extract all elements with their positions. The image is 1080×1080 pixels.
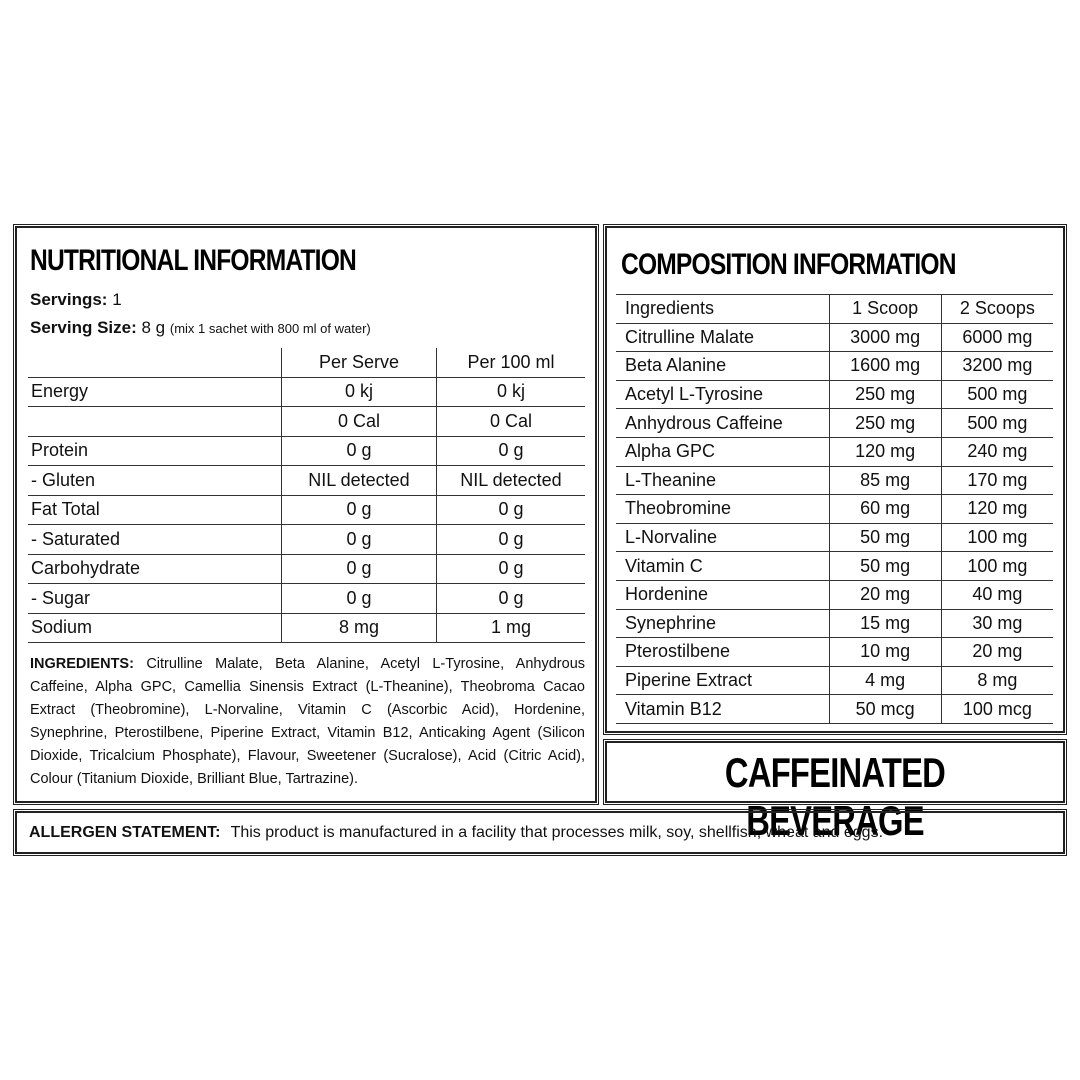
nutrition-row-label: Protein [28, 436, 282, 466]
composition-ingredient: Hordenine [616, 580, 829, 609]
composition-ingredient: Vitamin C [616, 552, 829, 581]
composition-information-title: COMPOSITION INFORMATION [621, 248, 956, 281]
nutrition-per-serve: 0 g [282, 525, 437, 555]
composition-two-scoops: 20 mg [941, 638, 1053, 667]
composition-one-scoop: 85 mg [829, 466, 941, 495]
composition-row [616, 323, 1053, 352]
composition-row [616, 352, 1053, 381]
composition-two-scoops: 3200 mg [941, 352, 1053, 381]
composition-two-scoops: 30 mg [941, 609, 1053, 638]
nutrition-per-serve: 0 Cal [282, 407, 437, 437]
composition-ingredient: Alpha GPC [616, 437, 829, 466]
composition-one-scoop: 250 mg [829, 409, 941, 438]
composition-row [616, 666, 1053, 695]
allergen-text: This product is manufactured in a facility that processes milk, soy, shellfish, wheat and eggs. [230, 824, 884, 841]
composition-two-scoops: 100 mg [941, 552, 1053, 581]
nutrition-per-100ml: 0 g [437, 495, 586, 525]
composition-two-scoops: 40 mg [941, 580, 1053, 609]
composition-two-scoops: 500 mg [941, 380, 1053, 409]
serving-size-value: 8 g [141, 318, 166, 337]
composition-ingredient: Anhydrous Caffeine [616, 409, 829, 438]
composition-row [616, 466, 1053, 495]
composition-two-scoops: 8 mg [941, 666, 1053, 695]
composition-ingredient: L-Theanine [616, 466, 829, 495]
nutrition-row-label: - Saturated [28, 525, 282, 555]
composition-row [616, 552, 1053, 581]
nutrition-table [28, 348, 585, 643]
serving-size-label: Serving Size: [30, 318, 137, 337]
nutrition-row [28, 584, 585, 614]
nutrition-per-100ml: 0 kj [437, 377, 586, 407]
nutrition-row [28, 525, 585, 555]
nutrition-row-label: Sodium [28, 613, 282, 643]
nutritional-information-panel [15, 226, 597, 803]
composition-ingredient: Piperine Extract [616, 666, 829, 695]
composition-ingredient: Vitamin B12 [616, 695, 829, 724]
composition-row [616, 523, 1053, 552]
servings-line [30, 290, 122, 310]
composition-two-scoops: 100 mg [941, 523, 1053, 552]
servings-label: Servings: [30, 290, 108, 309]
composition-one-scoop: 50 mg [829, 523, 941, 552]
composition-row [616, 609, 1053, 638]
composition-row [616, 409, 1053, 438]
composition-ingredient: Beta Alanine [616, 352, 829, 381]
allergen-statement [29, 824, 883, 842]
ingredients-text: Citrulline Malate, Beta Alanine, Acetyl L-Tyrosine, Anhydrous Caffeine, Alpha GPC, Camellia Sinensis Extract (L-Theanine), Theobroma Cacao Extract (Theobromine), L-Norvaline, Vitamin C (Ascorbic Acid), Hordenine, Synephrine, Pterostilbene, Piperine Extract, Vitamin B12, Anticaking Agent (Silicon Dioxide, Tricalcium Phosphate), Flavour, Sweetener (Sucralose), Acid (Citric Acid), Colour (Titanium Dioxide, Brilliant Blue, Tartrazine). [30, 656, 586, 787]
nutrition-header-row [28, 348, 585, 377]
composition-two-scoops: 240 mg [941, 437, 1053, 466]
nutrition-per-100ml: 1 mg [437, 613, 586, 643]
nutrition-row [28, 495, 585, 525]
composition-row [616, 638, 1053, 667]
composition-one-scoop: 4 mg [829, 666, 941, 695]
composition-one-scoop: 120 mg [829, 437, 941, 466]
nutrition-per-serve: 0 g [282, 495, 437, 525]
composition-header-cell: 1 Scoop [829, 295, 941, 324]
nutrition-per-100ml: NIL detected [437, 466, 586, 496]
nutrition-row-label [28, 407, 282, 437]
nutrition-per-serve: NIL detected [282, 466, 437, 496]
composition-two-scoops: 100 mcg [941, 695, 1053, 724]
composition-ingredient: Pterostilbene [616, 638, 829, 667]
nutrition-per-100ml: 0 g [437, 554, 586, 584]
composition-one-scoop: 250 mg [829, 380, 941, 409]
nutrition-per-serve: 0 kj [282, 377, 437, 407]
allergen-label: ALLERGEN STATEMENT: [29, 824, 221, 841]
nutrition-per-serve: 0 g [282, 436, 437, 466]
composition-ingredient: Acetyl L-Tyrosine [616, 380, 829, 409]
composition-two-scoops: 120 mg [941, 495, 1053, 524]
nutrition-row-label: Energy [28, 377, 282, 407]
composition-ingredient: L-Norvaline [616, 523, 829, 552]
nutrition-header-cell [28, 348, 282, 377]
caffeinated-beverage-label: CAFFEINATED BEVERAGE [724, 749, 946, 844]
composition-header-cell: 2 Scoops [941, 295, 1053, 324]
composition-information-panel [605, 226, 1065, 733]
composition-one-scoop: 1600 mg [829, 352, 941, 381]
composition-row [616, 437, 1053, 466]
nutritional-information-title: NUTRITIONAL INFORMATION [30, 244, 356, 277]
composition-row [616, 580, 1053, 609]
composition-one-scoop: 60 mg [829, 495, 941, 524]
beverage-label-panel [605, 741, 1065, 844]
nutrition-header-cell: Per Serve [282, 348, 437, 377]
nutrition-row [28, 466, 585, 496]
composition-header-row [616, 295, 1053, 324]
nutrition-header-cell: Per 100 ml [437, 348, 586, 377]
nutrition-per-serve: 0 g [282, 554, 437, 584]
nutrition-row [28, 613, 585, 643]
nutrition-row-label: - Sugar [28, 584, 282, 614]
nutrition-per-100ml: 0 g [437, 436, 586, 466]
ingredients-label: INGREDIENTS: [30, 656, 134, 672]
serving-size-note: (mix 1 sachet with 800 ml of water) [169, 321, 371, 336]
nutrition-per-100ml: 0 g [437, 525, 586, 555]
composition-two-scoops: 500 mg [941, 409, 1053, 438]
composition-one-scoop: 10 mg [829, 638, 941, 667]
composition-one-scoop: 50 mcg [829, 695, 941, 724]
nutrition-row [28, 407, 585, 437]
composition-ingredient: Theobromine [616, 495, 829, 524]
composition-row [616, 695, 1053, 724]
nutrition-row [28, 377, 585, 407]
composition-two-scoops: 170 mg [941, 466, 1053, 495]
nutrition-per-100ml: 0 g [437, 584, 586, 614]
composition-one-scoop: 50 mg [829, 552, 941, 581]
composition-one-scoop: 15 mg [829, 609, 941, 638]
ingredients-paragraph [30, 653, 585, 791]
composition-one-scoop: 3000 mg [829, 323, 941, 352]
nutrition-per-serve: 8 mg [282, 613, 437, 643]
nutrition-per-serve: 0 g [282, 584, 437, 614]
composition-two-scoops: 6000 mg [941, 323, 1053, 352]
composition-ingredient: Synephrine [616, 609, 829, 638]
allergen-statement-panel [15, 811, 1065, 854]
composition-row [616, 380, 1053, 409]
nutrition-row [28, 436, 585, 466]
nutrition-row-label: Fat Total [28, 495, 282, 525]
composition-row [616, 495, 1053, 524]
nutrition-row-label: Carbohydrate [28, 554, 282, 584]
composition-ingredient: Citrulline Malate [616, 323, 829, 352]
servings-value: 1 [112, 290, 122, 309]
composition-table [616, 294, 1053, 724]
nutrition-row-label: - Gluten [28, 466, 282, 496]
serving-size-line [30, 318, 371, 338]
nutrition-row [28, 554, 585, 584]
composition-header-cell: Ingredients [616, 295, 829, 324]
composition-one-scoop: 20 mg [829, 580, 941, 609]
nutrition-per-100ml: 0 Cal [437, 407, 586, 437]
